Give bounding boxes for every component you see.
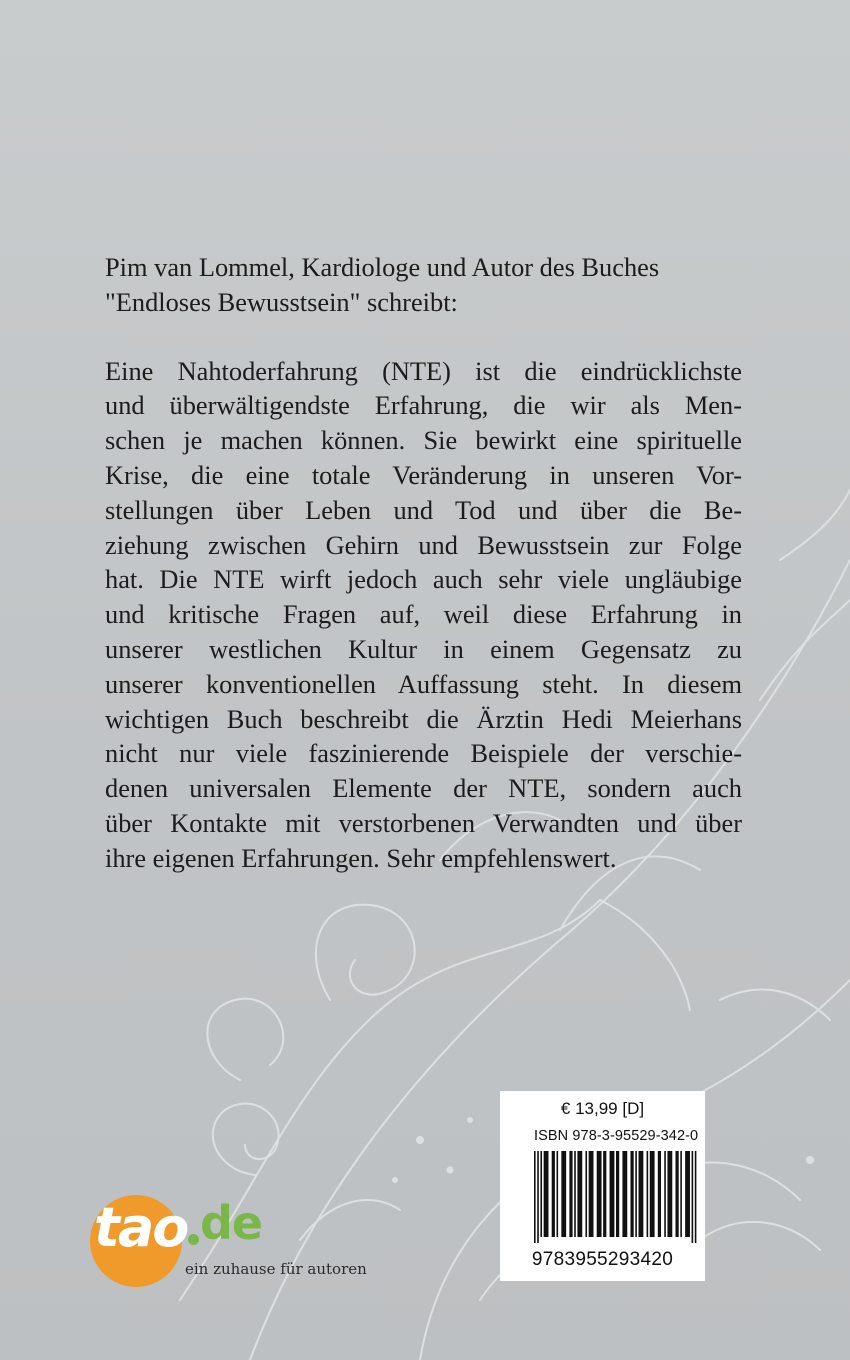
barcode-bars	[534, 1151, 698, 1243]
ean-number: 9783955293420	[531, 1249, 674, 1270]
quote-line: und überwältigendste Erfahrung, die wir als Men-	[105, 390, 742, 421]
quote-line: stellungen über Leben und Tod und über die Be-	[105, 494, 742, 525]
barcode-bar	[664, 1151, 666, 1237]
barcode-bar	[585, 1151, 587, 1237]
barcode-bar	[544, 1151, 549, 1237]
barcode-bar	[569, 1151, 572, 1237]
intro-line: "Endloses Bewusstsein" schreibt:	[105, 286, 458, 317]
barcode-bar	[695, 1151, 697, 1243]
barcode-bar	[616, 1151, 619, 1237]
quote-line: unserer westlichen Kultur in einem Gegensatz zu	[105, 633, 742, 664]
barcode-bar	[552, 1151, 555, 1237]
quote-line: über Kontakte mit verstorbenen Verwandten und über	[105, 807, 742, 838]
quote-line: denen universalen Elemente der NTE, sondern auch	[105, 773, 742, 804]
logo-name-suffix: de	[200, 1196, 263, 1250]
barcode-bar	[630, 1151, 633, 1237]
barcode-bar	[635, 1151, 637, 1237]
barcode-bar	[561, 1151, 566, 1237]
quote-line: Eine Nahtoderfahrung (NTE) ist die eindrücklichste	[105, 355, 742, 386]
isbn-label: ISBN 978-3-95529-342-0	[534, 1128, 699, 1144]
barcode-bar	[685, 1151, 690, 1237]
blurb-intro	[105, 250, 742, 320]
barcode-bar	[577, 1151, 582, 1237]
barcode-bar	[680, 1151, 682, 1237]
quote-line: schen je machen können. Sie bewirkt eine spirituelle	[105, 425, 742, 456]
barcode-bar	[603, 1151, 606, 1237]
quote-line: ihre eigenen Erfahrungen. Sehr empfehlenswert.	[105, 842, 617, 873]
quote-line: nicht nur viele faszinierende Beispiele der verschie-	[105, 738, 742, 769]
barcode-bar	[574, 1151, 576, 1237]
barcode-bar	[610, 1151, 615, 1237]
barcode-bar	[557, 1151, 559, 1237]
quote-line: und kritische Fragen auf, weil diese Erfahrung in	[105, 599, 742, 630]
barcode-bar	[692, 1151, 694, 1243]
quote-line: wichtigen Buch beschreibt die Ärztin Hedi Meierhans	[105, 703, 742, 734]
barcode-bar	[537, 1151, 539, 1243]
barcode-bar	[622, 1151, 627, 1237]
blurb-text	[105, 250, 742, 876]
quote-line: hat. Die NTE wirft jedoch auch sehr viele ungläubige	[105, 564, 742, 595]
quote-line: Krise, die eine totale Veränderung in unseren Vor-	[105, 459, 742, 490]
barcode-bar	[658, 1151, 661, 1237]
quote-line: unserer konventionellen Auffassung steht. In diesem	[105, 668, 742, 699]
barcode-box	[500, 1091, 705, 1281]
intro-line: Pim van Lommel, Kardiologe und Autor des Buches	[105, 252, 660, 282]
logo-tagline: ein zuhause für autoren	[185, 1260, 367, 1278]
barcode-bar	[667, 1151, 672, 1237]
barcode-bar	[639, 1151, 644, 1237]
barcode-bar	[589, 1151, 594, 1237]
barcode-bar	[534, 1151, 536, 1243]
barcode-bar	[597, 1151, 602, 1237]
price-label: € 13,99 [D]	[560, 1099, 645, 1118]
publisher-logo	[90, 1192, 390, 1292]
barcode-bar	[675, 1151, 678, 1237]
barcode-bar	[650, 1151, 655, 1237]
logo-name-main: tao	[94, 1196, 188, 1259]
barcode-bar	[540, 1151, 542, 1237]
blurb-quote	[105, 354, 742, 876]
barcode-bar	[647, 1151, 649, 1237]
logo-dot	[188, 1234, 199, 1245]
quote-line: ziehung zwischen Gehirn und Bewusstsein zur Folge	[105, 529, 742, 560]
